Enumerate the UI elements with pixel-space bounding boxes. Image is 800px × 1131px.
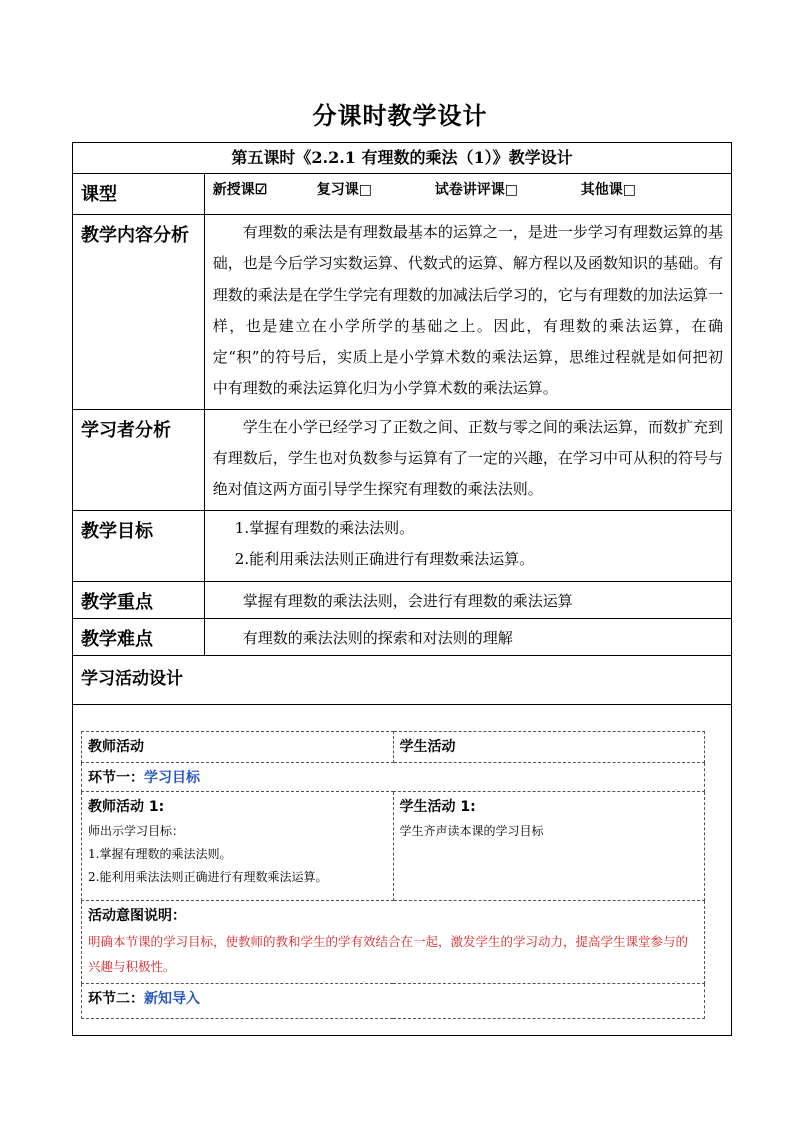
lesson-type-options — [204, 174, 731, 215]
option-other-lesson: 其他课□ — [580, 182, 637, 198]
option-new-lesson: 新授课☑ — [212, 182, 268, 198]
activity-intent-text: 明确本节课的学习目标，使教师的教和学生的学有效结合在一起，激发学生的学习动力，提高学生课堂参与的兴趣与积极性。 — [88, 933, 689, 974]
lesson-plan-table — [72, 142, 732, 1036]
teacher-activity-cell — [82, 791, 394, 900]
difficulties-label: 教学难点 — [73, 618, 205, 655]
content-analysis-label: 教学内容分析 — [73, 215, 205, 410]
objectives-list — [204, 510, 731, 581]
teacher-activity-line: 1.掌握有理数的乘法法则。 — [88, 846, 232, 861]
lesson-title: 第五课时《2.2.1 有理数的乘法（1）》教学设计 — [73, 143, 732, 174]
teacher-activity-header: 教师活动 — [82, 731, 394, 762]
activity-table — [81, 731, 705, 1019]
stage-two-row — [82, 983, 705, 1018]
student-activity-title: 学生活动 1: — [399, 798, 476, 815]
learner-analysis-text: 学生在小学已经学习了正数之间、正数与零之间的乘法运算，而数扩充到有理数后，学生也对负数参与运算有了一定的兴趣，在学习中可从积的符号与绝对值这两方面引导学生探究有理数的乘法法则。 — [204, 409, 731, 510]
student-activity-text: 学生齐声读本课的学习目标 — [399, 823, 544, 838]
key-points-label: 教学重点 — [73, 581, 205, 618]
activity-design-area — [73, 704, 732, 1035]
difficulties-text: 有理数的乘法法则的探索和对法则的理解 — [204, 618, 731, 655]
option-review-lesson: 复习课□ — [316, 182, 373, 198]
teacher-activity-title: 教师活动 1: — [88, 798, 165, 815]
activity-intent-cell — [82, 900, 705, 983]
objective-item: 1.掌握有理数的乘法法则。 — [234, 518, 415, 537]
teacher-activity-line: 师出示学习目标： — [88, 823, 185, 838]
content-analysis-text: 有理数的乘法是有理数最基本的运算之一，是进一步学习有理数运算的基础，也是今后学习实数运算、代数式的运算、解方程以及函数知识的基础。有理数的乘法是在学生学完有理数的加减法后学习的，它与有理数的加法运算一样，也是建立在小学所学的基础之上。因此，有理数的乘法运算，在确定“积”的符号后，实质上是小学算术数的乘法运算，思维过程就是如何把初中有理数的乘法运算化归为小学算术数的乘法运算。 — [204, 215, 731, 410]
student-activity-header: 学生活动 — [393, 731, 705, 762]
student-activity-cell — [393, 791, 705, 900]
stage-one-row — [82, 762, 705, 791]
learner-analysis-label: 学习者分析 — [73, 409, 205, 510]
stage-one-name: 学习目标 — [144, 769, 200, 786]
lesson-type-label: 课型 — [73, 174, 205, 215]
page-title: 分课时教学设计 — [312, 101, 488, 130]
teacher-activity-line: 2.能利用乘法法则正确进行有理数乘法运算。 — [88, 869, 328, 884]
option-test-review-lesson: 试卷讲评课□ — [434, 182, 519, 198]
stage-two-name: 新知导入 — [144, 990, 200, 1007]
objective-item: 2.能利用乘法法则正确进行有理数乘法运算。 — [234, 549, 535, 568]
key-points-text: 掌握有理数的乘法法则，会进行有理数的乘法运算 — [204, 581, 731, 618]
stage-one-prefix: 环节一： — [88, 769, 144, 786]
activity-intent-label: 活动意图说明： — [88, 907, 186, 924]
activity-design-label: 学习活动设计 — [73, 655, 732, 704]
objectives-label: 教学目标 — [73, 510, 205, 581]
stage-two-prefix: 环节二： — [88, 990, 144, 1007]
